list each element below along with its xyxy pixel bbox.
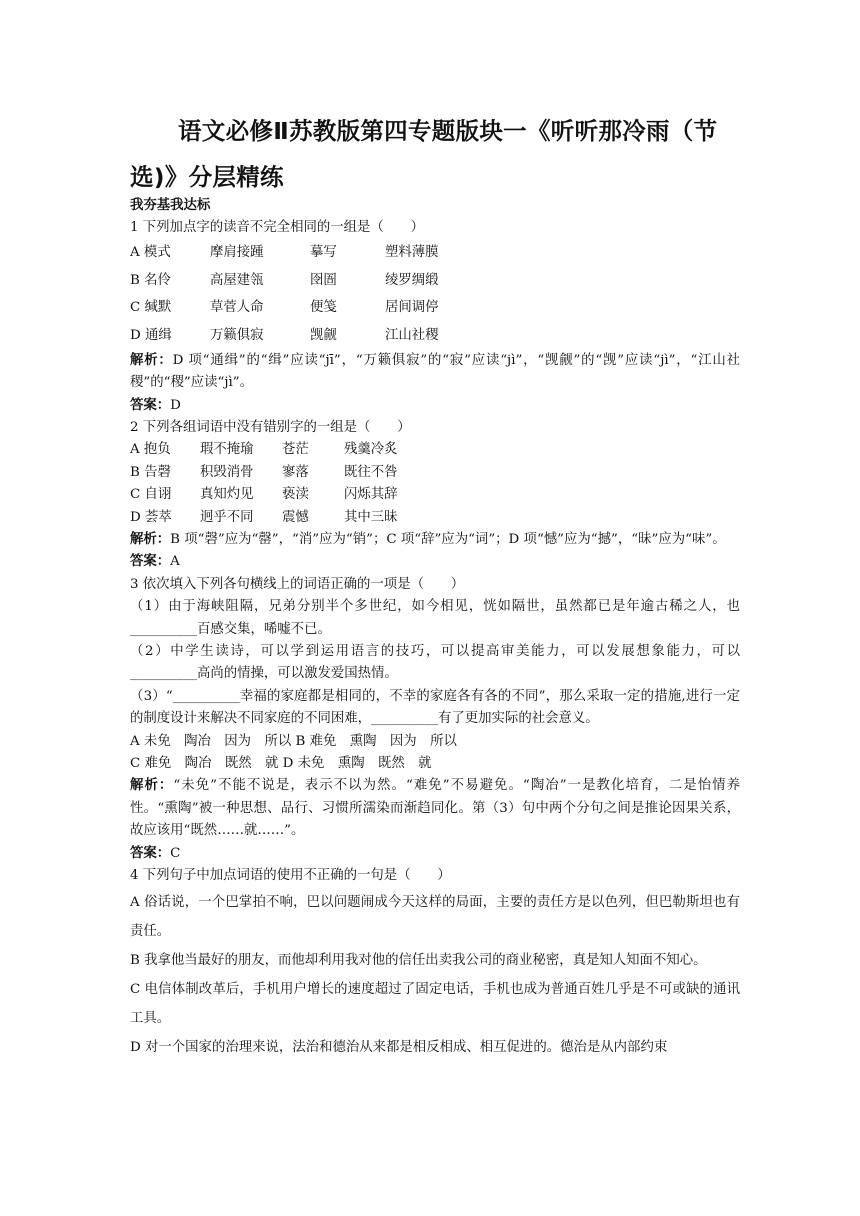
q2-option-b — [130, 462, 740, 484]
q3-options-cd: C 难免 陶冶 既然 就 D 未免 熏陶 既然 就 — [130, 756, 432, 772]
page-title: 语文必修Ⅱ苏教版第四专题版块一《听听那冷雨（节选)》分层精练 — [130, 117, 718, 191]
analysis-label: 解析： — [130, 778, 174, 794]
q2-answer — [130, 551, 740, 573]
q2-analysis-text: B 项“磬”应为“罄”，“消”应为“销”；C 项“辞”应为“词”；D 项“憾”应为“撼”，“昧”应为“味”。 — [170, 532, 726, 547]
q3-analysis-text: “未免”不能不说是，表示不以为然。“难免”不易避免。“陶冶”一是教化培育，二是怡情养性。“熏陶”被一种思想、品行、习惯所濡染而渐趋同化。第（3）句中两个分句之间是推论因果关系，故应该用“既然……就……”。 — [130, 778, 740, 839]
q3-sentence-2: （2）中学生读诗，可以学到运用语言的技巧，可以提高审美能力，可以发展想象能力，可以__________高尚的情操，可以激发爱国热情。 — [130, 644, 740, 682]
q2-c-term2: 真知灼见 — [200, 487, 254, 503]
section-heading: 我夯基我达标 — [130, 198, 211, 213]
q1-answer-value: D — [170, 397, 181, 413]
q2-b-term3: 寥落 — [282, 464, 309, 480]
analysis-label: 解析： — [130, 532, 171, 547]
q1-a-term1: A 模式 — [130, 245, 171, 261]
q2-stem: 2 下列各组词语中没有错别字的一组是（ ） — [130, 420, 411, 436]
q2-b-term1: B 告磬 — [130, 464, 171, 480]
q1-d-term3: 觊觎 — [310, 327, 337, 343]
answer-label: 答案： — [130, 397, 171, 413]
q4-option-c: C 电信体制改革后，手机用户增长的速度超过了固定电话，手机也成为普通百姓几乎是不可或缺的通讯工具。 — [130, 981, 740, 1026]
q2-d-term2: 迥乎不同 — [200, 509, 254, 525]
analysis-label: 解析： — [130, 352, 173, 368]
answer-label: 答案： — [130, 554, 171, 570]
q1-a-term3: 摹写 — [310, 245, 337, 261]
q1-c-term3: 便笺 — [310, 300, 337, 316]
q1-b-term1: B 名伶 — [130, 272, 171, 288]
q2-analysis — [130, 529, 740, 551]
q2-b-term2: 积毁消骨 — [200, 464, 254, 480]
q2-c-term4: 闪烁其辞 — [344, 487, 398, 503]
q1-analysis — [130, 350, 740, 395]
q4-option-d: D 对一个国家的治理来说，法治和德治从来都是相反相成、相互促进的。德治是从内部约束 — [130, 1039, 668, 1055]
q1-c-term1: C 缄默 — [130, 300, 172, 316]
q1-a-term4: 塑料薄膜 — [385, 245, 439, 261]
q3-options-ab: A 未免 陶冶 因为 所以 B 难免 熏陶 因为 所以 — [130, 733, 457, 749]
q3-answer — [130, 843, 740, 865]
q3-sentence-3: （3）“__________幸福的家庭都是相同的，不幸的家庭各有各的不同”，那么采取一定的措施,进行一定的制度设计来解决不同家庭的不同困难，__________有了更加实际的社会意义。 — [130, 688, 740, 727]
q2-c-term3: 亵渎 — [282, 487, 309, 503]
q2-option-a — [130, 439, 740, 461]
q2-option-d — [130, 507, 740, 529]
q1-d-term2: 万籁俱寂 — [210, 327, 264, 343]
q2-a-term1: A 抱负 — [130, 442, 171, 458]
q3-answer-value: C — [170, 845, 181, 861]
q1-b-term4: 绫罗绸缎 — [385, 272, 439, 288]
q1-option-b — [130, 267, 740, 295]
q2-a-term3: 苍茫 — [282, 442, 309, 458]
q2-answer-value: A — [170, 554, 180, 570]
q3-sentence-1: （1）由于海峡阻隔，兄弟分别半个多世纪，如今相见，恍如隔世，虽然都已是年逾古稀之人，也__________百感交集，唏嘘不已。 — [130, 599, 740, 637]
q2-d-term4: 其中三昧 — [344, 509, 398, 525]
q1-b-term2: 高屋建瓴 — [210, 272, 264, 288]
q1-analysis-text: D 项“通缉”的“缉”应读“jī”，“万籁俱寂”的“寂”应读“jì”，“觊觎”的“觊”应读“jì”，“江山社稷”的“稷”应读“jì”。 — [130, 352, 740, 391]
q2-option-c — [130, 484, 740, 506]
document-body — [130, 195, 740, 1062]
q2-d-term3: 震憾 — [282, 509, 309, 525]
q1-option-a — [130, 240, 740, 268]
q1-d-term1: D 通缉 — [130, 327, 172, 343]
q1-option-c — [130, 295, 740, 323]
q2-b-term4: 既往不咎 — [344, 464, 398, 480]
q2-c-term1: C 自诩 — [130, 487, 172, 503]
q1-c-term2: 草菅人命 — [210, 300, 264, 316]
q2-a-term2: 瑕不掩瑜 — [200, 442, 254, 458]
q4-option-a: A 俗话说，一个巴掌拍不响，巴以问题闹成今天这样的局面，主要的责任方是以色列，但巴勒斯坦也有责任。 — [130, 894, 740, 939]
q3-stem: 3 依次填入下列各句横线上的词语正确的一项是（ ） — [130, 576, 465, 592]
q1-answer — [130, 395, 740, 417]
q4-option-b: B 我拿他当最好的朋友，而他却利用我对他的信任出卖我公司的商业秘密，真是知人知面不知心。 — [130, 952, 707, 968]
q1-d-term4: 江山社稷 — [385, 327, 439, 343]
q1-a-term2: 摩肩接踵 — [210, 245, 264, 261]
q1-option-d — [130, 322, 740, 350]
q3-analysis — [130, 775, 740, 842]
q1-c-term4: 居间调停 — [385, 300, 439, 316]
q2-a-term4: 残羹冷炙 — [344, 442, 398, 458]
q2-d-term1: D 荟萃 — [130, 509, 172, 525]
q1-b-term3: 囹圄 — [310, 272, 337, 288]
q1-stem: 1 下列加点字的读音不完全相同的一组是（ ） — [130, 220, 424, 236]
q4-stem: 4 下列句子中加点词语的使用不正确的一句是（ ） — [130, 868, 451, 884]
answer-label: 答案： — [130, 845, 171, 861]
